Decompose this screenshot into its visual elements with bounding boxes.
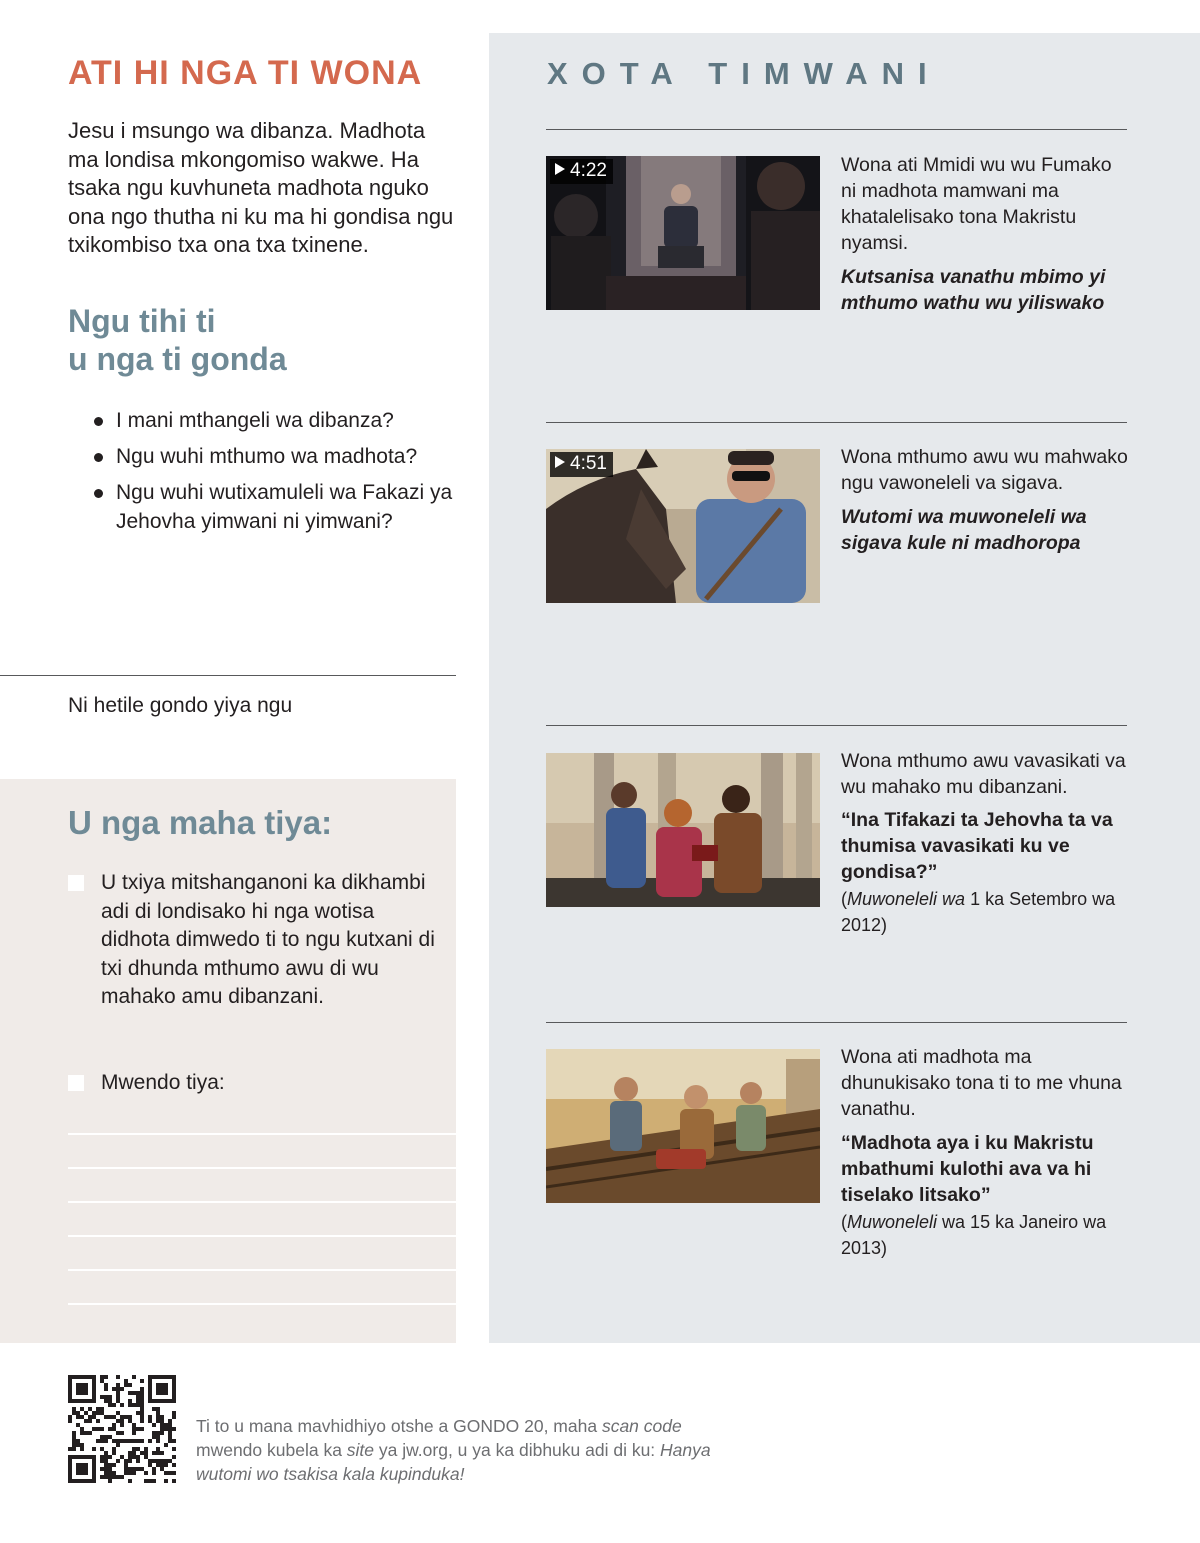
completed-label: Ni hetile gondo yiya ngu (68, 694, 293, 717)
book-title: Hanya wutomi wo tsakisa kala kupinduka! (196, 1440, 711, 1484)
writing-line[interactable] (68, 1235, 456, 1237)
question-item: Ngu wuhi mthumo wa madhota? (92, 442, 462, 471)
explore-item-source: (Muwoneleli wa 15 ka Janeiro wa 2013) (841, 1212, 1107, 1258)
ship-painting-icon (546, 1049, 820, 1203)
video-thumbnail[interactable] (546, 449, 820, 603)
questions-title (68, 302, 287, 378)
todo-item-text: Mwendo tiya: (101, 1071, 225, 1094)
footer-note: Ti to u mana mavhidhiyo otshe a GONDO 20, maha scan code mwendo kubela ka site ya jw.org, u ya ka dibhuku adi di ku: Hanya wutomi wo tsakisa kala kupinduka! (196, 1416, 711, 1484)
bullet-icon (94, 453, 103, 462)
play-icon (555, 456, 565, 468)
qr-code-icon[interactable] (68, 1375, 176, 1483)
todo-checkbox[interactable] (68, 1075, 84, 1091)
questions-list (92, 406, 462, 543)
video-duration-badge: 4:22 (550, 159, 613, 184)
play-icon (555, 163, 565, 175)
explore-item-description: Wona mthumo awu vavasikati va wu mahako mu dibanzani. (841, 750, 1126, 798)
writing-line[interactable] (68, 1303, 456, 1305)
explore-item-source: (Muwoneleli wa 1 ka Setembro wa 2012) (841, 889, 1116, 935)
article-image[interactable] (546, 753, 820, 907)
todo-item-text: U txiya mitshanganoni ka dikhambi adi di londisako hi nga wotisa didhota dimwedo ti to ngu kutxani di txi dhunda mthumo awu di wu mahako amu dibanzani. (101, 871, 435, 1008)
divider (546, 725, 1127, 726)
explore-item-description: Wona ati Mmidi wu wu Fumako ni madhota mamwani ma khatalelisako tona Makristu nyamsi. (841, 154, 1112, 254)
video-thumbnail[interactable] (546, 156, 820, 310)
bullet-icon (94, 417, 103, 426)
explore-item-description: Wona ati madhota ma dhunukisako tona ti to me vhuna vanathu. (841, 1046, 1122, 1120)
divider (546, 422, 1127, 423)
question-item: I mani mthangeli wa dibanza? (92, 406, 462, 435)
questions-title-line1: Ngu tihi ti (68, 303, 216, 339)
article-image[interactable] (546, 1049, 820, 1203)
explore-title: XOTA TIMWANI (547, 56, 941, 91)
writing-line[interactable] (68, 1133, 456, 1135)
writing-line[interactable] (68, 1269, 456, 1271)
explore-item-reference[interactable]: “Ina Tifakazi ta Jehovha ta va thumisa vavasikati ku ve gondisa?” (841, 809, 1113, 883)
todo-title: U nga maha tiya: (68, 804, 333, 841)
divider (546, 129, 1127, 130)
writing-line[interactable] (68, 1201, 456, 1203)
todo-panel (0, 779, 456, 1343)
divider (546, 1022, 1127, 1023)
explore-item-reference[interactable]: Kutsanisa vanathu mbimo yi mthumo wathu wu yiliswako (841, 266, 1106, 314)
todo-checkbox[interactable] (68, 875, 84, 891)
questions-title-line2: u nga ti gonda (68, 341, 287, 377)
todo-item (68, 869, 438, 1041)
question-item: Ngu wuhi wutixamuleli wa Fakazi ya Jehovha yimwani ni yimwani? (92, 478, 462, 536)
explore-item-reference[interactable]: “Madhota aya i ku Makristu mbathumi kulothi ava va hi tiselako litsako” (841, 1132, 1094, 1206)
explore-item-reference[interactable]: Wutomi wa muwoneleli wa sigava kule ni madhoropa (841, 506, 1087, 554)
video-duration-badge: 4:51 (550, 452, 613, 477)
bullet-icon (94, 489, 103, 498)
summary-title: ATI HI NGA TI WONA (68, 54, 423, 92)
writing-line[interactable] (68, 1167, 456, 1169)
sisters-reading-icon (546, 753, 820, 907)
summary-intro: Jesu i msungo wa dibanza. Madhota ma londisa mkongomiso wakwe. Ha tsaka ngu kuvhuneta madhota nguko ona ngo thutha ni ku ma hi gondisa ngu txikombiso txa ona txa txinene. (68, 118, 454, 257)
explore-item-description: Wona mthumo awu wu mahwako ngu vawoneleli va sigava. (841, 446, 1128, 494)
todo-item (68, 1069, 438, 1099)
divider (0, 675, 456, 676)
